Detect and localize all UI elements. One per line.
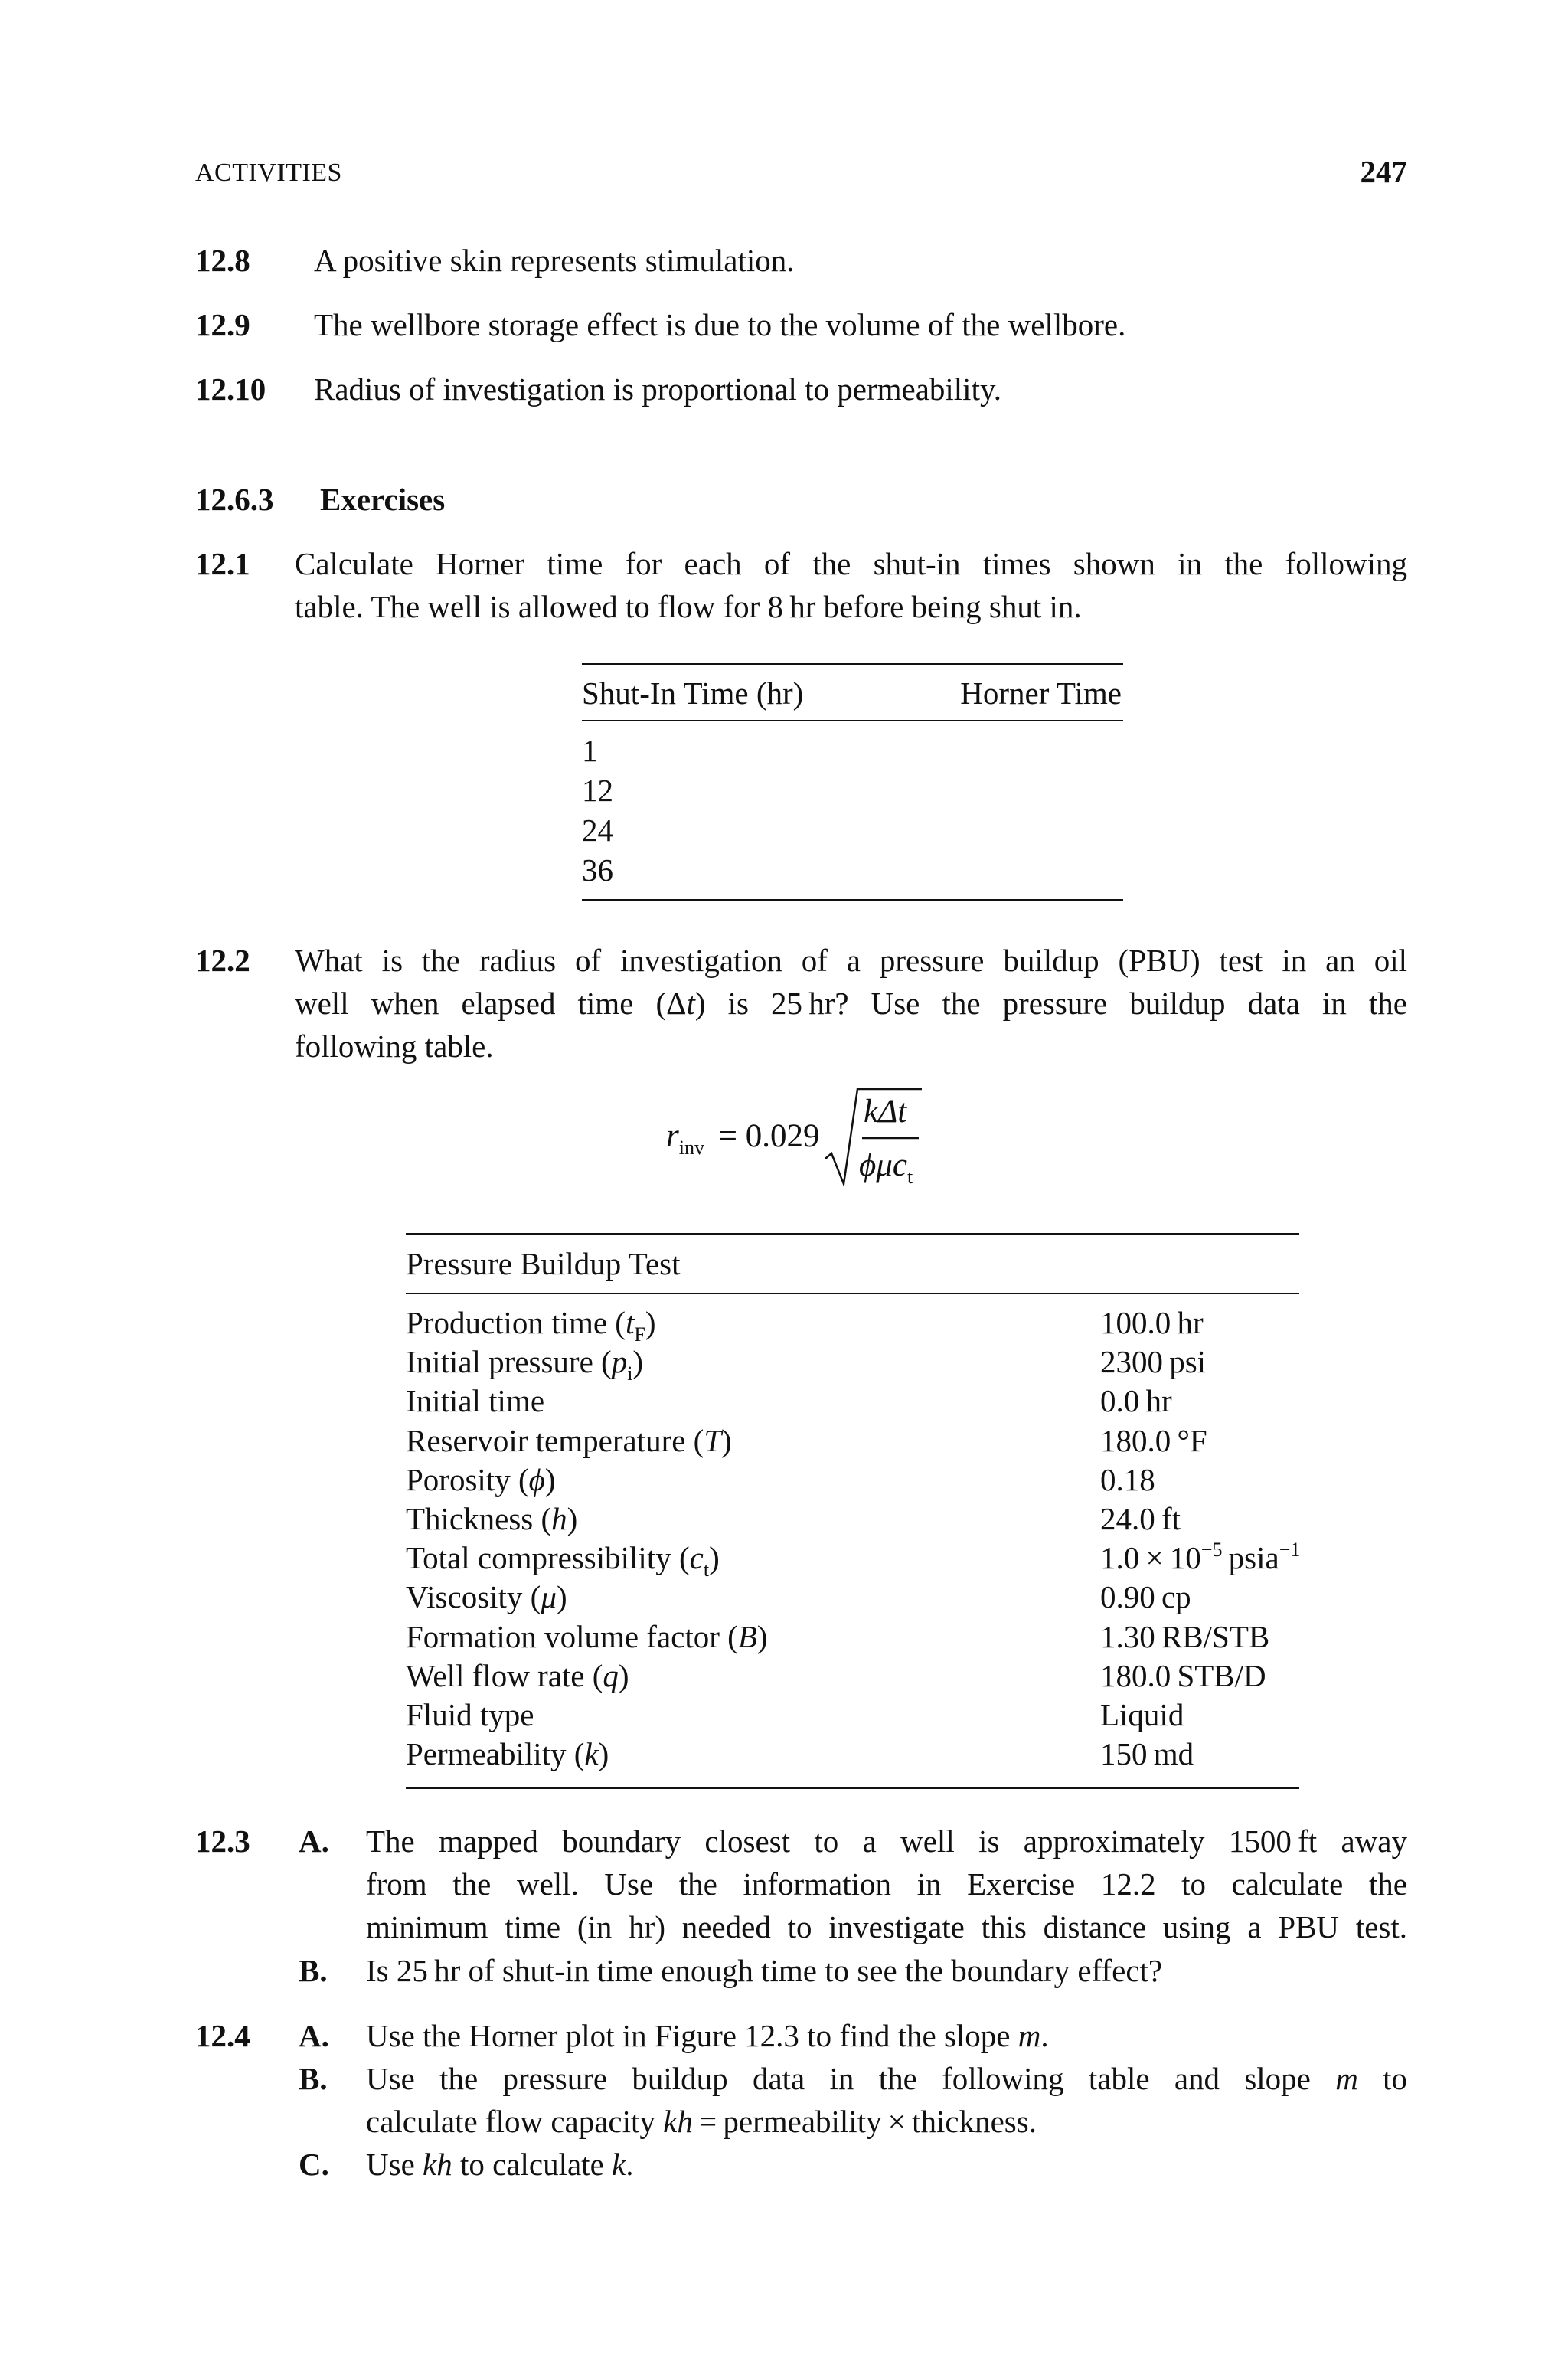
table-cell-shut-in: 36 [582,852,613,888]
exercise-number: 12.2 [195,943,250,978]
table-header-horner-time: Horner Time [960,675,1122,711]
exercise-text-line: Is 25 hr of shut-in time enough time to see the boundary effect? [366,1953,1163,1988]
table-header-shut-in-time: Shut-In Time (hr) [582,675,804,711]
part-label: A. [299,1823,329,1859]
pbu-row-value: 150 md [1100,1736,1194,1771]
exercise-text-line: calculate flow capacity kh = permeability × thickness. [366,2104,1037,2139]
exercise-number: 12.1 [195,546,250,581]
pbu-row-value: 24.0 ft [1100,1501,1181,1536]
statement-text: A positive skin represents stimulation. [314,243,795,278]
section-number: 12.6.3 [195,482,274,517]
part-label: B. [299,2061,328,2096]
pbu-table-title: Pressure Buildup Test [406,1246,681,1281]
exercise-text-line: table. The well is allowed to flow for 8 hr before being shut in. [295,589,1082,624]
exercise-text-line: Use the Horner plot in Figure 12.3 to find the slope m. [366,2018,1049,2053]
table-cell-shut-in: 24 [582,813,613,848]
pbu-table-title-rule [406,1293,1299,1294]
exercise-text-line: What is the radius of investigation of a pressure buildup (PBU) test in an oil [295,943,1407,978]
pbu-table-bottom-rule [406,1787,1299,1789]
exercise-text-line: from the well. Use the information in Exercise 12.2 to calculate the [366,1866,1407,1902]
page-number: 247 [1360,154,1407,189]
statement-number: 12.8 [195,243,250,278]
pbu-row-value: 100.0 hr [1100,1305,1204,1340]
pbu-row-label: Thickness (h) [406,1501,578,1536]
formula-lhs-var: r [666,1118,679,1154]
statement-number: 12.10 [195,371,266,407]
statement-number: 12.9 [195,307,250,342]
part-label: B. [299,1953,328,1988]
pbu-row-label: Permeability (k) [406,1736,609,1771]
pbu-row-value: 0.0 hr [1100,1383,1172,1418]
formula-constant: = 0.029 [718,1118,820,1154]
pbu-row-value: 0.90 cp [1100,1579,1191,1614]
pbu-row-value: Liquid [1100,1697,1184,1732]
part-label: C. [299,2147,329,2182]
pbu-row-value: 180.0 STB/D [1100,1658,1266,1693]
pbu-table-top-rule [406,1233,1299,1235]
pbu-row-value: 180.0 °F [1100,1423,1207,1458]
part-label: A. [299,2018,329,2053]
pbu-row-label: Total compressibility $(c_t)$ [406,1540,720,1581]
exercise-text-line: The mapped boundary closest to a well is approximately 1500 ft away [366,1823,1407,1859]
pbu-row-label: Well flow rate (q) [406,1658,629,1693]
radius-formula [666,1086,942,1193]
exercise-text-line: following table. [295,1029,494,1064]
formula-numerator: kΔt [864,1094,907,1130]
section-title: Exercises [320,482,446,517]
pbu-row-value: 2300 psi [1100,1344,1207,1379]
formula-lhs-sub: inv [678,1137,704,1159]
table-cell-shut-in: 1 [582,733,598,768]
pbu-row-label: Initial pressure $(p_i)$ [406,1344,644,1385]
exercise-text-line: well when elapsed time (Δt) is 25 hr? Use the pressure buildup data in the [295,986,1407,1021]
running-head: ACTIVITIES [195,159,342,187]
exercise-number: 12.4 [195,2018,250,2053]
statement-text: Radius of investigation is proportional to permeability. [314,371,1002,407]
pbu-row-label: Initial time [406,1383,545,1418]
pbu-row-label: Viscosity (μ) [406,1579,567,1614]
exercise-text-line: minimum time (in hr) needed to investigate this distance using a PBU test. [366,1909,1407,1944]
pbu-row-label: Reservoir temperature (T) [406,1423,732,1458]
table-top-rule [582,663,1123,665]
table-bottom-rule [582,899,1123,901]
statement-text: The wellbore storage effect is due to the volume of the wellbore. [314,307,1126,342]
table-cell-shut-in: 12 [582,773,613,808]
pbu-row-label: Formation volume factor (B) [406,1619,768,1654]
exercise-text-line: Use kh to calculate k. [366,2147,634,2182]
formula-denominator: ϕμc$_t$ [859,1147,913,1188]
pbu-row-value: $1.0 \times 10^{-5}$ psia$^{-1}$ [1100,1539,1301,1575]
exercise-text-line: Calculate Horner time for each of the shut-in times shown in the following [295,546,1407,581]
pbu-row-label: Production time $(t_F)$ [406,1305,656,1346]
table-header-rule [582,720,1123,721]
pbu-row-value: 1.30 RB/STB [1100,1619,1270,1654]
exercise-text-line: Use the pressure buildup data in the following table and slope m to [366,2061,1407,2096]
pbu-row-value: 0.18 [1100,1462,1155,1497]
pbu-row-label: Fluid type [406,1697,534,1732]
exercise-number: 12.3 [195,1823,250,1859]
pbu-row-label: Porosity (ϕ) [406,1462,556,1497]
